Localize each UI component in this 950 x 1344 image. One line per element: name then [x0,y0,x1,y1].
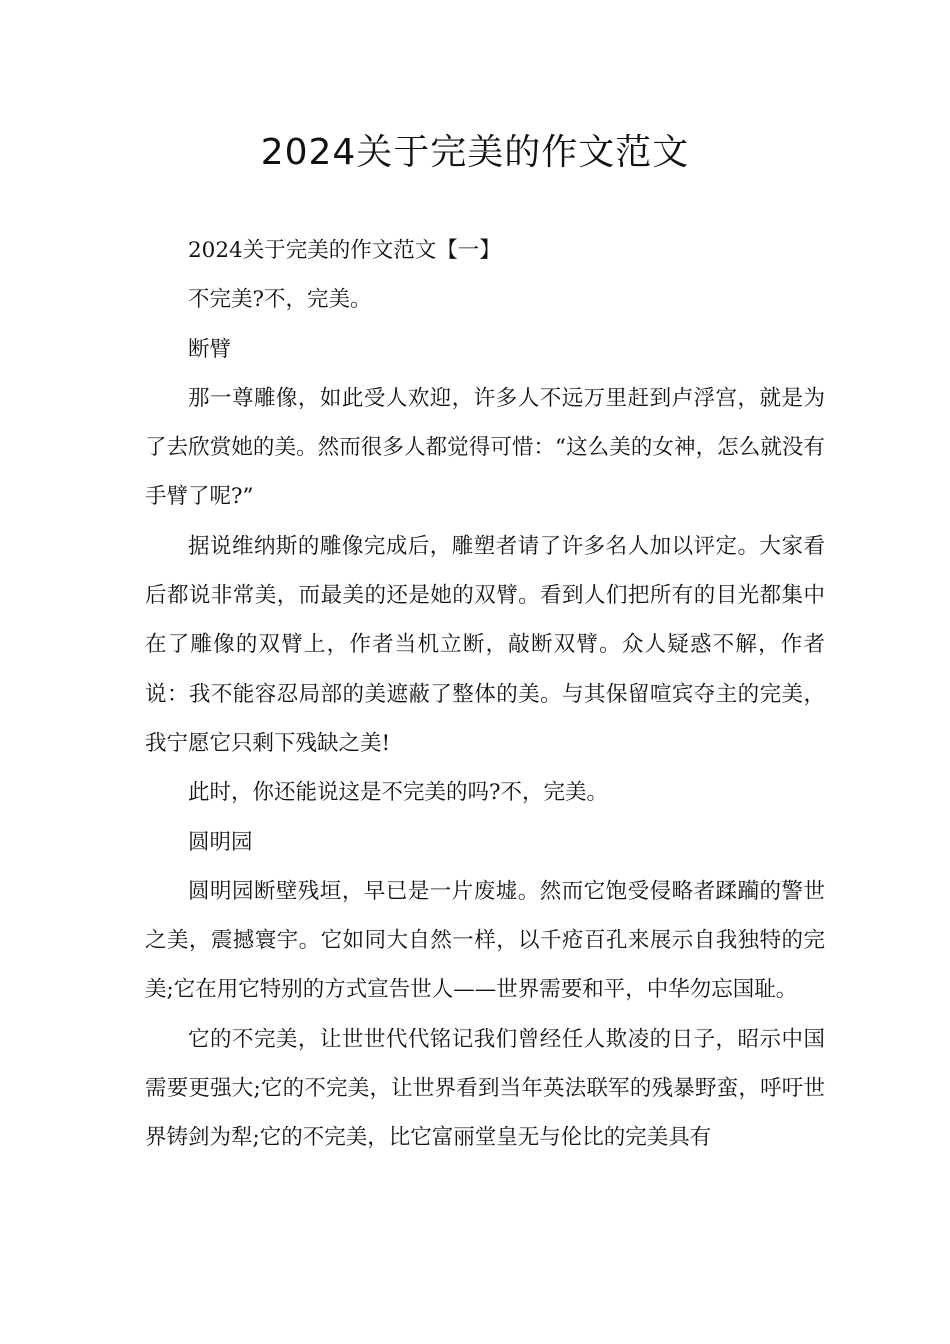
document-body [145,226,825,1163]
subheading-yuanmingyuan: 圆明园 [188,829,253,855]
paragraph: 它的不完美，让世世代代铭记我们曾经任人欺凌的日子，昭示中国需要更强大;它的不完美，让世界看到当年英法联军的残暴野蛮，呼吁世界铸剑为犁;它的不完美，比它富丽堂皇无与伦比的完美具有 [145,1026,825,1151]
subheading-broken-arm: 断臂 [188,336,232,362]
section-heading: 2024关于完美的作文范文【一】 [188,238,501,263]
paragraph: 据说维纳斯的雕像完成后，雕塑者请了许多名人加以评定。大家看后都说非常美，而最美的还是她的双臂。看到人们把所有的目光都集中在了雕像的双臂上，作者当机立断，敲断双臂。众人疑惑不解，作者说：我不能容忍局部的美遮蔽了整体的美。与其保留喧宾夺主的完美，我宁愿它只剩下残缺之美! [145,533,825,756]
paragraph: 不完美?不，完美。 [188,287,372,313]
paragraph: 此时，你还能说这是不完美的吗?不，完美。 [188,780,609,806]
document-title: 2024关于完美的作文范文 [260,132,690,173]
paragraph: 圆明园断壁残垣，早已是一片废墟。然而它饱受侵略者蹂躏的警世之美，震撼寰宇。它如同大自然一样，以千疮百孔来展示自我独特的完美;它在用它特别的方式宣告世人——世界需要和平，中华勿忘国耻。 [145,878,825,1003]
paragraph: 那一尊雕像，如此受人欢迎，许多人不远万里赶到卢浮宫，就是为了去欣赏她的美。然而很多人都觉得可惜：“这么美的女神，怎么就没有手臂了呢?” [145,385,825,510]
